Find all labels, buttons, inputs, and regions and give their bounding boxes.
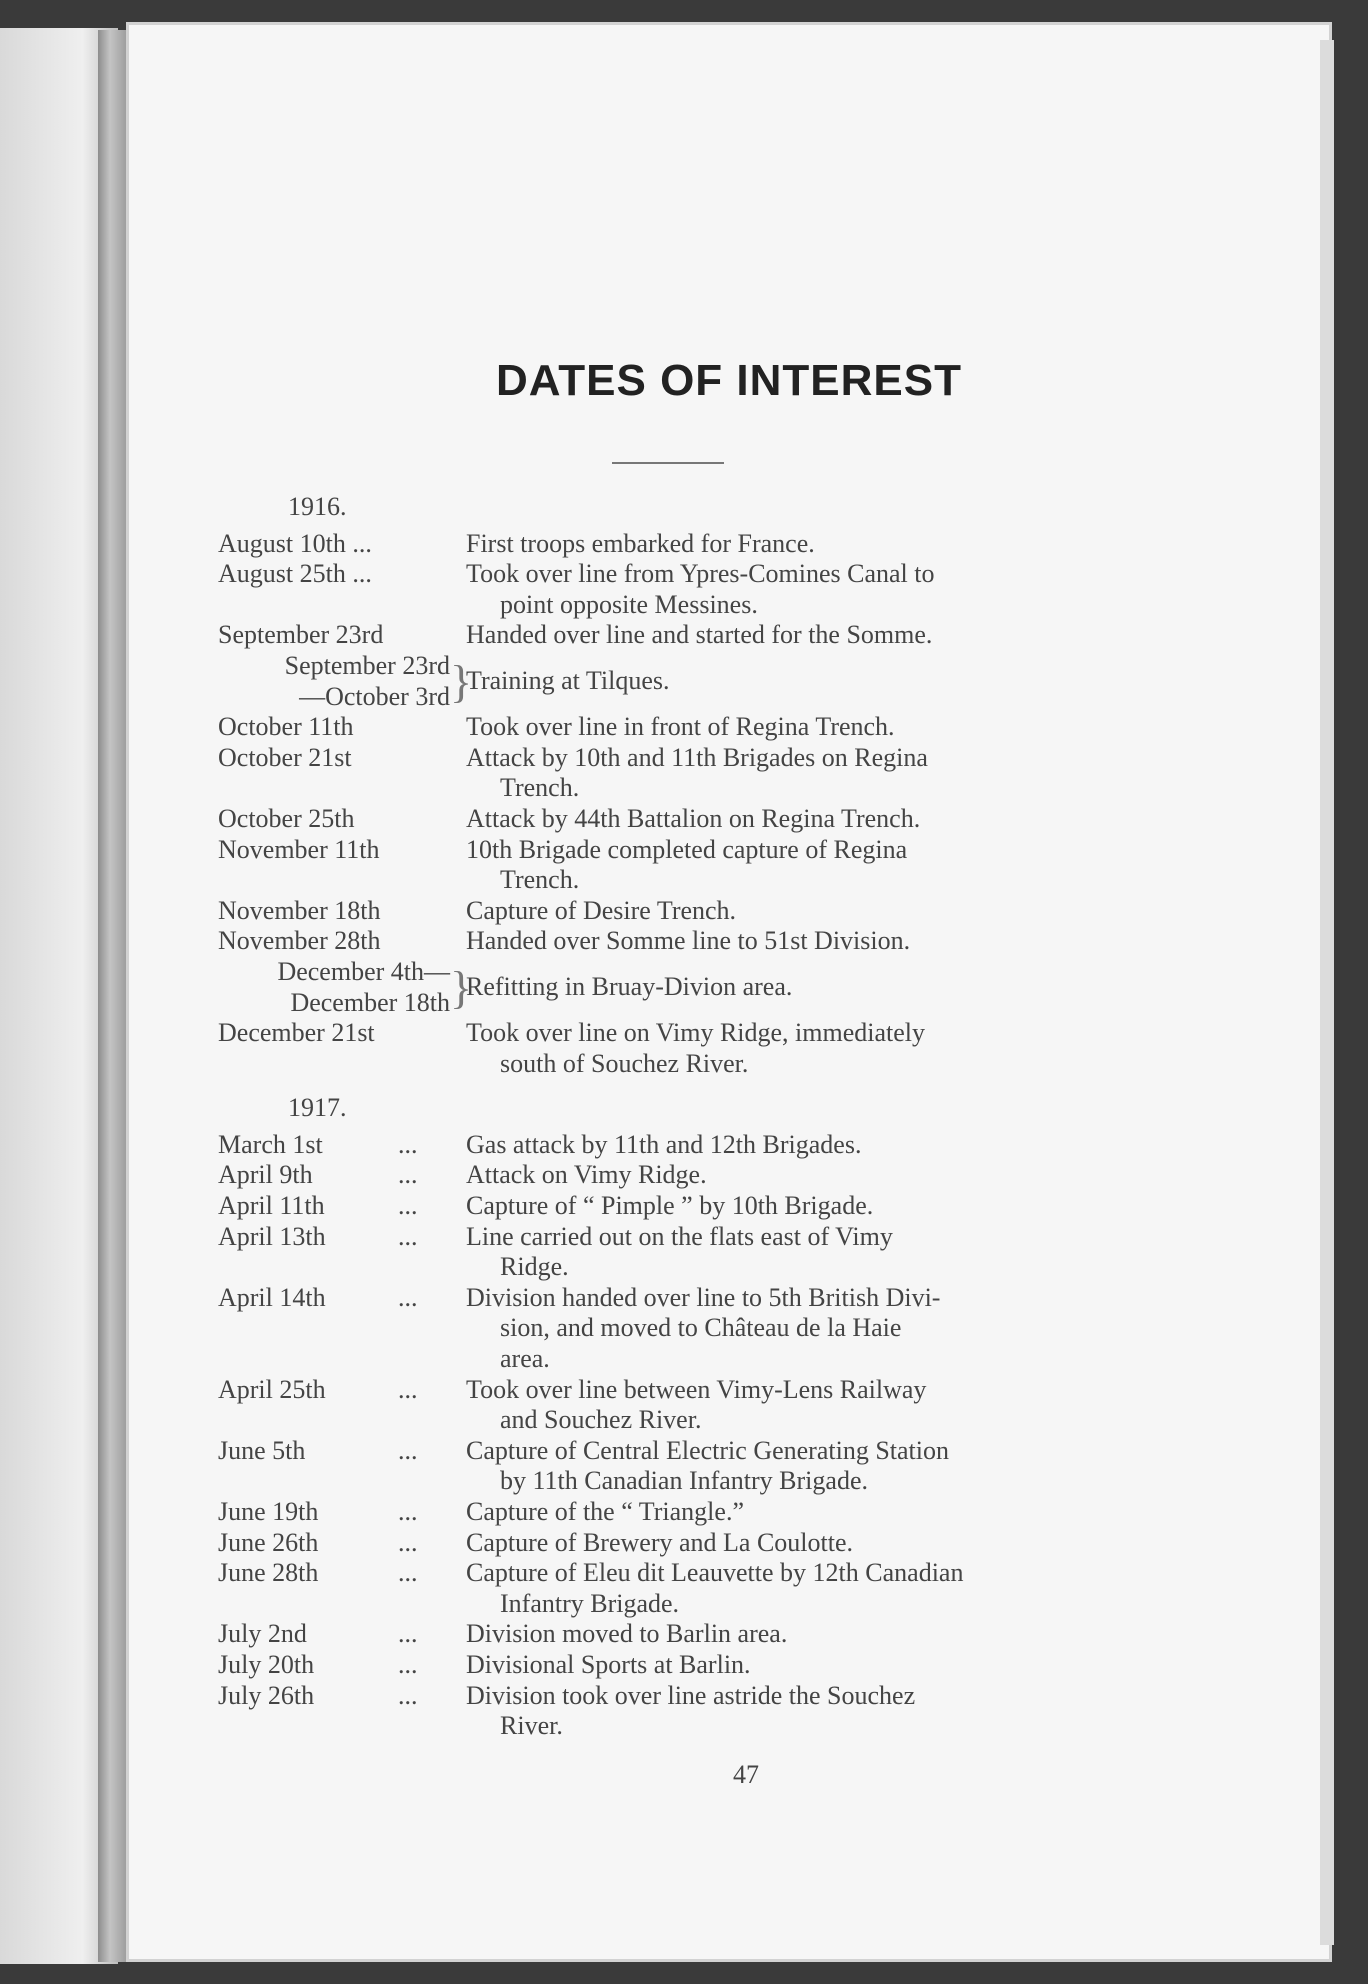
page-number: 47 [733, 1760, 759, 1789]
entry-date-group [218, 1375, 466, 1436]
entry-date-group [218, 1681, 466, 1742]
entry-date: November 28th [218, 926, 381, 956]
entry-event-text: Division moved to Barlin area. [466, 1619, 788, 1649]
entry-event-text: Attack by 10th and 11th Brigades on Regina [466, 742, 928, 772]
entry-event [466, 1375, 1128, 1436]
leader-dots: ... [398, 1282, 418, 1312]
list-item [218, 1528, 1128, 1559]
entry-event [466, 1283, 1128, 1375]
entry-event [466, 1191, 1128, 1222]
leader-dots: ... [398, 1374, 418, 1404]
entry-event-continued: Infantry Brigade. [500, 1588, 680, 1618]
entry-event [466, 1558, 1128, 1619]
title-rule [612, 462, 724, 464]
entries-1916-a [218, 529, 1128, 651]
entry-date: June 19th [218, 1497, 319, 1526]
year-heading-1916: 1916. [288, 492, 347, 521]
entry-date: July 20th [218, 1649, 315, 1679]
entry-event [466, 1497, 1128, 1528]
range-entry-refitting [218, 957, 1128, 1018]
entry-event-text: Capture of “ Pimple ” by 10th Brigade. [466, 1191, 874, 1221]
entry-event [466, 743, 1128, 804]
entry-event [466, 559, 1128, 620]
list-item [218, 804, 1128, 835]
entry-event-continued: by 11th Canadian Infantry Brigade. [500, 1466, 868, 1496]
range-date-end: December 18th [290, 987, 450, 1017]
entry-event-continued: south of Souchez River. [500, 1048, 749, 1078]
entry-date: December 21st [218, 1018, 375, 1048]
entry-event [466, 1619, 1128, 1650]
leader-dots: ... [398, 1497, 418, 1526]
range-dates [218, 651, 450, 712]
entry-event-text: Attack by 44th Battalion on Regina Trench. [466, 803, 921, 833]
entry-date-group [218, 1436, 466, 1497]
entry-date: March 1st [218, 1129, 323, 1159]
entry-event-continued: sion, and moved to Château de la Haie [500, 1313, 902, 1343]
list-item [218, 1558, 1128, 1619]
entry-date-group [218, 1619, 466, 1650]
entry-date: July 2nd [218, 1619, 307, 1649]
entries-1917 [218, 1130, 1128, 1742]
entry-event-text: Divisional Sports at Barlin. [466, 1649, 751, 1679]
list-item [218, 1160, 1128, 1191]
entry-event-text: First troops embarked for France. [466, 528, 815, 558]
list-item [218, 1619, 1128, 1650]
list-item [218, 712, 1128, 743]
entry-event [466, 835, 1128, 896]
entry-event-text: Gas attack by 11th and 12th Brigades. [466, 1129, 862, 1159]
list-item [218, 1191, 1128, 1222]
entry-date: June 28th [218, 1558, 319, 1588]
list-item [218, 1375, 1128, 1436]
entry-event [466, 529, 1128, 560]
entry-event-text: Capture of Desire Trench. [466, 895, 737, 925]
entry-date: April 13th [218, 1221, 326, 1251]
leader-dots: ... [398, 1680, 418, 1710]
entry-event [466, 1130, 1128, 1161]
list-item [218, 1497, 1128, 1528]
entry-date: August 10th ... [218, 528, 372, 558]
entry-event-continued: Trench. [500, 773, 580, 803]
entry-date: April 14th [218, 1282, 326, 1312]
entry-event-text: Capture of Central Electric Generating Station [466, 1435, 949, 1465]
list-item [218, 1650, 1128, 1681]
entry-event-text: Attack on Vimy Ridge. [466, 1160, 707, 1190]
page-title: DATES OF INTEREST [496, 356, 962, 405]
entry-event-text: Took over line in front of Regina Trench. [466, 712, 895, 742]
entry-event [466, 1650, 1128, 1681]
entry-date: August 25th ... [218, 559, 372, 589]
entry-event-text: Capture of Brewery and La Coulotte. [466, 1527, 853, 1557]
entry-date: September 23rd [218, 620, 384, 650]
list-item [218, 1222, 1128, 1283]
range-date-start: September 23rd [284, 650, 450, 680]
entry-event-continued: area. [500, 1344, 550, 1374]
list-item [218, 926, 1128, 957]
entries-1916-b [218, 712, 1128, 957]
entry-date-group [218, 1558, 466, 1619]
entry-date-group [218, 1191, 466, 1222]
range-event: Training at Tilques. [466, 666, 670, 696]
entry-event-continued: Ridge. [500, 1252, 569, 1282]
entry-date-group [218, 1160, 466, 1191]
entry-date: June 5th [218, 1435, 306, 1465]
list-item [218, 1130, 1128, 1161]
entry-date-group [218, 1130, 466, 1161]
entry-date: November 18th [218, 895, 381, 925]
leader-dots: ... [398, 1221, 418, 1251]
entry-event [466, 1436, 1128, 1497]
entry-date: October 11th [218, 712, 354, 742]
entry-event [466, 712, 1128, 743]
entry-date-group [218, 1528, 466, 1559]
entry-event [466, 1681, 1128, 1742]
list-item [218, 1681, 1128, 1742]
range-date-end: —October 3rd [299, 681, 450, 711]
entry-event-continued: and Souchez River. [500, 1405, 702, 1435]
leader-dots: ... [398, 1558, 418, 1588]
entry-event [466, 1222, 1128, 1283]
entry-date: October 21st [218, 742, 352, 772]
entry-event [466, 1018, 1128, 1079]
list-item [218, 743, 1128, 804]
leader-dots: ... [398, 1129, 418, 1159]
entry-event-text: Took over line from Ypres-Comines Canal to [466, 559, 935, 589]
entry-event [466, 1160, 1128, 1191]
brace-icon: } [450, 961, 473, 1013]
entries-1916-c [218, 1018, 1128, 1079]
entry-date: November 11th [218, 834, 380, 864]
brace-icon: } [450, 655, 473, 707]
entry-event-text: Line carried out on the flats east of Vimy [466, 1221, 893, 1251]
entry-event-text: Division took over line astride the Souchez [466, 1680, 916, 1710]
entry-date-group [218, 1497, 466, 1528]
page-stack-edge [1320, 40, 1334, 1945]
dates-list [218, 492, 1128, 1742]
entry-date: October 25th [218, 803, 355, 833]
entry-event-text: Took over line between Vimy-Lens Railway [466, 1374, 927, 1404]
leader-dots: ... [398, 1435, 418, 1465]
entry-date: April 9th [218, 1160, 313, 1190]
entry-event [466, 1528, 1128, 1559]
entry-date: April 25th [218, 1374, 326, 1404]
list-item [218, 529, 1128, 560]
entry-date-group [218, 1283, 466, 1375]
entry-event-text: Capture of the “ Triangle.” [466, 1497, 744, 1526]
leader-dots: ... [398, 1191, 418, 1221]
leader-dots: ... [398, 1619, 418, 1649]
entry-event-continued: River. [500, 1711, 563, 1741]
entry-event [466, 926, 1128, 957]
list-item [218, 620, 1128, 651]
range-dates [218, 957, 450, 1018]
leader-dots: ... [398, 1160, 418, 1190]
list-item [218, 559, 1128, 620]
entry-event-text: Took over line on Vimy Ridge, immediately [466, 1018, 926, 1048]
list-item [218, 1436, 1128, 1497]
book-spine [98, 30, 128, 1962]
entry-event-text: Capture of Eleu dit Leauvette by 12th Canadian [466, 1558, 964, 1588]
entry-event-text: 10th Brigade completed capture of Regina [466, 834, 908, 864]
leader-dots: ... [398, 1527, 418, 1557]
range-event: Refitting in Bruay-Divion area. [466, 972, 793, 1002]
entry-date-group [218, 1222, 466, 1283]
range-entry-training [218, 651, 1128, 712]
entry-date: April 11th [218, 1191, 325, 1221]
list-item [218, 1018, 1128, 1079]
list-item [218, 835, 1128, 896]
entry-event [466, 620, 1128, 651]
entry-date-group [218, 1650, 466, 1681]
entry-event-text: Handed over Somme line to 51st Division. [466, 926, 911, 956]
entry-event-text: Division handed over line to 5th British Divi- [466, 1282, 941, 1312]
leader-dots: ... [398, 1649, 418, 1679]
entry-date: June 26th [218, 1527, 319, 1557]
entry-event [466, 804, 1128, 835]
range-date-start: December 4th— [277, 956, 450, 986]
entry-event-continued: point opposite Messines. [500, 589, 758, 619]
entry-event [466, 896, 1128, 927]
entry-date: July 26th [218, 1680, 315, 1710]
entry-event-continued: Trench. [500, 865, 580, 895]
list-item [218, 896, 1128, 927]
list-item [218, 1283, 1128, 1375]
year-heading-1917: 1917. [288, 1093, 347, 1123]
entry-event-text: Handed over line and started for the Somme. [466, 620, 933, 650]
